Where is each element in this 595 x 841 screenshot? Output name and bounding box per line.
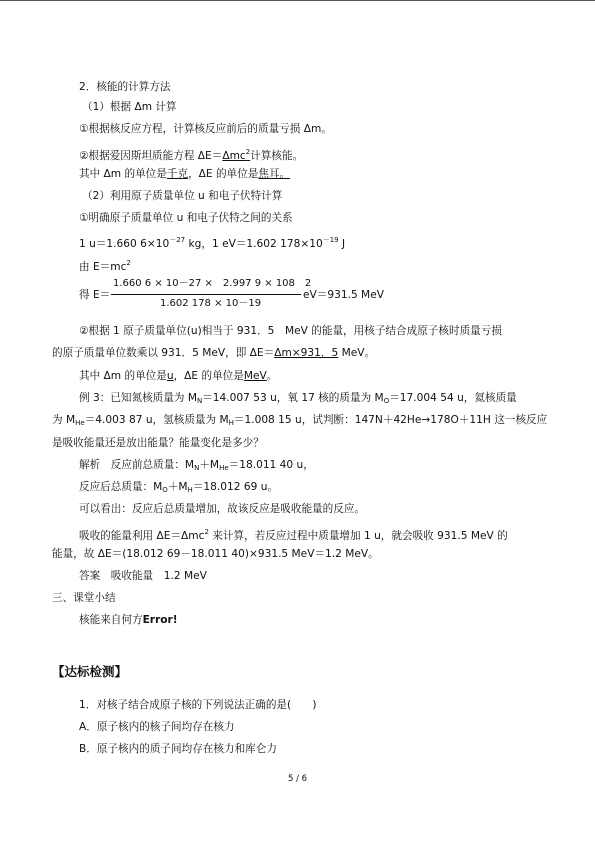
text-line: 由 $E=mc^2$ [79,259,131,273]
example-line: 为 $M_{He}=4.003$ 87 u，氢核质量为 $M_H=1.008$ 15 u，试判断：147N＋42He→178O＋11H 这一核反应 [52,414,548,427]
section-title: 2．核能的计算方法 [79,81,171,93]
text-line: ①根据核反应方程，计算核反应前后的质量亏损 Δm。 [79,123,332,135]
question-line: 1．对核子结合成原子核的下列说法正确的是( ) [79,699,317,711]
option-b: B．原子核内的质子间均存在核力和库仑力 [79,743,277,755]
fraction-suffix: eV＝931.5 MeV [303,289,384,301]
answer-line: 答案 吸收能量 1.2 MeV [79,570,207,582]
analysis-line: 解析 反应前总质量：$M_N+M_{He}=18.011$ 40 u， [79,459,314,472]
text-line: 其中 Δm 的单位是u，ΔE 的单位是MeV。 [79,370,278,382]
option-a: A．原子核内的核子间均存在核力 [79,721,235,733]
fraction-bar [111,294,301,295]
example-line: 是吸收能量还是放出能量？能量变化是多少？ [52,437,264,449]
text-line: 1 u＝1.660 $6\times 10^{-27}$ kg，1 eV＝1.602 $178\times 10^{-19}$ J [79,236,346,250]
text-line: 的原子质量单位数乘以 931．5 MeV，即 ΔE＝Δm×931．5 MeV。 [52,347,376,359]
analysis-line: 吸收的能量利用 ΔE＝Δmc$^2$ 来计算，若反应过程中质量增加 1 u，就会吸收 931.5 MeV 的 [79,528,508,542]
section-summary-title: 三、课堂小结 [52,592,116,604]
subsection-1: （1）根据 Δm 计算 [82,101,177,113]
text-line: ②根据 1 原子质量单位(u)相当于 931．5 MeV 的能量，用核子结合成原子核时质量亏损 [79,325,502,337]
fraction-prefix: 得 E＝ [79,289,111,301]
subsection-2: （2）利用原子质量单位 u 和电子伏特计算 [82,190,283,202]
section-heading: 【达标检测】 [52,664,128,679]
analysis-line: 可以看出：反应后总质量增加，故该反应是吸收能量的反应。 [79,503,366,515]
fraction-numerator: 1.660 6 × 10－27 × 2.997 9 × 108 2 [113,278,312,289]
fraction-denominator: 1.602 178 × 10－19 [160,298,262,309]
nuclear-equation: 147N＋42He→178O＋11H [354,414,491,426]
text-line: 其中 Δm 的单位是千克，ΔE 的单位是焦耳。 [79,168,291,180]
text-line: ①明确原子质量单位 u 和电子伏特之间的关系 [79,212,293,224]
analysis-line: 反应后总质量：$M_O+M_H=18.012$ 69 u。 [79,481,278,494]
summary-line: 核能来自何方Error! [79,614,178,626]
text-line: ②根据爱因斯坦质能方程 ΔE＝Δmc$^2$计算核能。 [79,148,304,162]
analysis-line: 能量，故 ΔE＝(18.012 69－18.011 40)×931.5 MeV＝1.2 MeV。 [52,548,379,560]
page-number: 5 / 6 [288,774,308,784]
example-line: 例 3：已知氮核质量为 $M_N=14.007$ 53 u，氧 17 核的质量为 $M_O=17.004$ 54 u，氦核质量 [79,392,517,405]
